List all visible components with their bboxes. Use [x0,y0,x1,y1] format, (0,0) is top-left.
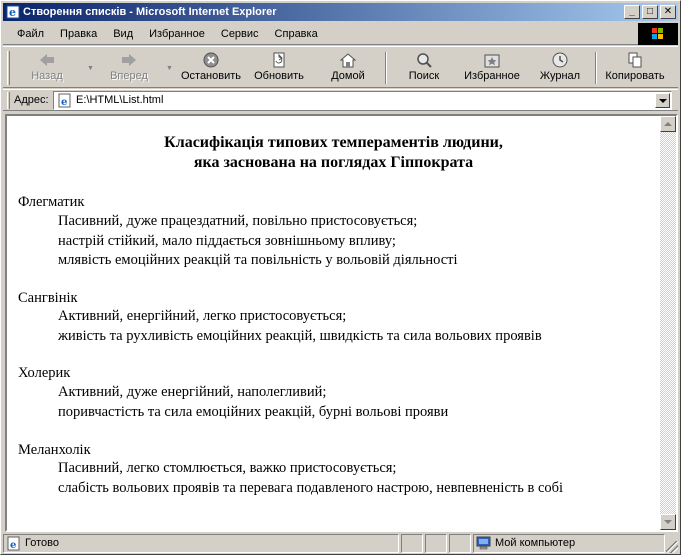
toolbar-separator [385,52,387,84]
address-bar [3,89,678,111]
definition-line: живість та рухливість емоційних реакцій, швидкість та сила вольових проявів [58,327,542,344]
status-pane-empty [425,534,447,553]
maximize-button[interactable]: □ [642,5,658,19]
home-button[interactable]: Домой [321,50,375,86]
address-grip[interactable] [7,92,10,109]
status-pane-empty [449,534,471,553]
toolbar-grip[interactable] [7,51,10,85]
term-sanguine: Сангвінік [18,290,78,306]
address-label: Адрес: [14,94,49,106]
history-button[interactable]: Журнал [533,50,587,86]
menu-edit[interactable]: Правка [60,28,98,40]
address-url: E:\HTML\List.html [76,94,164,106]
scroll-up-button[interactable] [660,116,676,132]
definition-line: млявість емоційних реакцій та повільність у вольовій діяльності [58,252,458,268]
definition-line: Активний, дуже енергійний, наполегливий; [58,384,327,400]
search-icon [415,52,433,68]
standard-toolbar [3,46,678,88]
vertical-scrollbar[interactable] [660,116,676,530]
minimize-button[interactable]: _ [624,5,640,19]
menu-file[interactable]: Файл [17,28,45,40]
term-phlegmatic: Флегматик [18,194,85,210]
favorites-icon [483,52,501,68]
window-title: Створення списків - Microsoft Internet Explorer [23,6,277,18]
page-icon [57,93,72,108]
my-computer-icon [476,536,491,551]
zone-pane [473,534,665,553]
term-choleric: Холерик [18,365,71,381]
definition-line: настрій стійкий, мало піддається зовнішньому впливу; [58,232,396,249]
term-melancholic: Меланхолік [18,442,91,458]
menu-favorites[interactable]: Избранное [149,28,205,40]
copy-button[interactable]: Копировать [603,50,667,86]
close-button[interactable]: ✕ [660,5,676,19]
definition-line: Пасивний, легко стомлюється, важко пристосовується; [58,460,397,476]
search-button[interactable]: Поиск [397,50,451,86]
refresh-button[interactable]: Обновить [250,50,308,86]
heading-line-1: Класифікація типових темпераментів людини, [164,134,503,151]
page-heading [7,133,660,173]
status-text-pane [3,534,399,553]
windows-logo [638,23,678,45]
svg-text:e: e [61,97,68,108]
home-icon [339,52,357,68]
svg-text:e: e [10,540,17,551]
status-bar [3,534,678,553]
menu-help[interactable]: Справка [274,28,318,40]
window-controls [624,5,676,19]
stop-button[interactable]: Остановить [179,50,243,86]
favorites-button[interactable]: Избранное [459,50,525,86]
menu-items [9,23,326,45]
history-icon [551,52,569,68]
definition-line: слабість вольових проявів та перевага подавленого настрою, невпевненість в собі [58,479,564,496]
address-dropdown-button[interactable] [655,93,670,108]
menu-view[interactable]: Вид [113,28,134,40]
menu-bar [3,23,678,45]
status-text: Готово [25,537,59,549]
forward-arrow-icon [120,52,138,68]
forward-dropdown-icon[interactable]: ▼ [166,65,173,72]
heading-line-2: яка заснована на поглядах Гіппократа [193,154,474,171]
stop-icon [202,52,220,68]
address-input[interactable] [53,91,672,110]
windows-flag-icon [638,23,678,45]
title-bar [3,3,678,21]
scroll-down-button[interactable] [660,514,676,530]
forward-button[interactable]: Вперед [99,50,159,86]
back-arrow-icon [38,52,56,68]
content-frame [5,114,678,532]
toolbar-separator [595,52,597,84]
resize-grip[interactable] [666,541,678,553]
refresh-icon [270,52,288,68]
copy-icon [626,52,644,68]
page-done-icon [6,536,21,551]
page-content [7,116,660,530]
definition-line: Пасивний, дуже працездатний, повільно пристосовується; [58,213,418,229]
definition-line: поривчастість та сила емоційних реакцій, бурні вольові прояви [58,403,449,420]
back-button[interactable]: Назад [17,50,77,86]
menu-tools[interactable]: Сервис [220,28,259,40]
svg-text:e: e [9,6,16,19]
back-dropdown-icon[interactable]: ▼ [87,65,94,72]
status-pane-empty [401,534,423,553]
zone-text: Мой компьютер [495,537,576,549]
definition-line: Активний, енергійний, легко пристосовується; [58,308,347,324]
ie-icon [6,5,20,19]
